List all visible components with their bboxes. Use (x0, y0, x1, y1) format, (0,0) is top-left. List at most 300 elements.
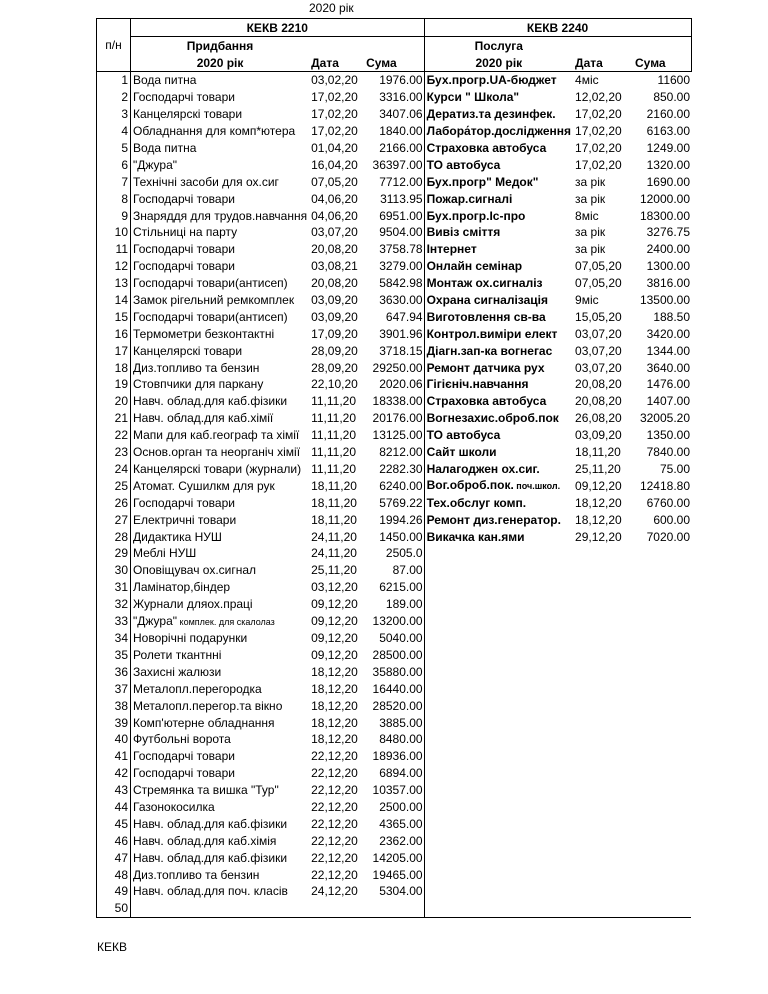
row-number: 23 (97, 444, 131, 461)
item-sum: 3758.78 (364, 241, 424, 258)
item-sum: 36397.00 (364, 156, 424, 173)
table-row (97, 241, 692, 258)
item-name (131, 106, 310, 123)
header-service-year: 2020 рік (424, 54, 573, 72)
service-date: 18,11,20 (575, 445, 621, 460)
item-sum: 3718.15 (364, 342, 424, 359)
service-sum: 600.00 (653, 512, 691, 527)
service-date (573, 562, 633, 579)
item-name (131, 292, 310, 309)
header-num-label: п/н (97, 37, 131, 55)
item-name (131, 883, 310, 900)
item-date: 20,08,20 (311, 242, 358, 257)
service-sum (633, 663, 691, 680)
row-number: 18 (97, 359, 131, 376)
service-name (424, 207, 573, 224)
item-sum: 13200.00 (364, 613, 424, 630)
service-date (573, 596, 633, 613)
service-name-text: Тех.обслуг комп. (426, 495, 527, 510)
table-row (97, 596, 692, 613)
item-name (131, 460, 310, 477)
table-row (97, 613, 692, 630)
item-name (131, 89, 310, 106)
table-row (97, 748, 692, 765)
service-sum: 32005.20 (639, 411, 691, 426)
service-name (424, 410, 573, 427)
row-number: 11 (97, 241, 131, 258)
service-date (573, 647, 633, 664)
item-sum: 647.94 (364, 308, 424, 325)
service-name-text: Викачка кан.ями (426, 529, 525, 544)
service-sum: 1690.00 (646, 174, 691, 189)
service-sum: 3640.00 (646, 360, 691, 375)
service-sum: 1300.00 (646, 259, 691, 274)
service-name (424, 156, 573, 173)
service-name (424, 697, 573, 714)
table-row (97, 258, 692, 275)
service-date: 4міс (575, 73, 599, 88)
table-row (97, 562, 692, 579)
item-date: 03,12,20 (311, 580, 358, 595)
item-name (131, 799, 310, 816)
item-name (131, 511, 310, 528)
item-date: 03,09,20 (311, 293, 358, 308)
item-name-text: Знаряддя для трудов.навчання (133, 208, 308, 223)
item-name-text: Меблі НУШ (133, 546, 197, 561)
service-name (424, 123, 573, 140)
service-name-text: Вог.оброб.пок. (426, 478, 514, 493)
service-name (424, 342, 573, 359)
item-name (131, 647, 310, 664)
row-number: 33 (97, 613, 131, 630)
item-name-text: Канцелярскі товари (журнали) (133, 461, 302, 476)
item-name (131, 613, 310, 630)
service-date (573, 697, 633, 714)
row-number: 10 (97, 224, 131, 241)
service-name-note: поч.школ. (513, 481, 561, 492)
item-sum: 13125.00 (364, 427, 424, 444)
row-number: 20 (97, 393, 131, 410)
service-date: 03,07,20 (575, 360, 622, 375)
table-row (97, 731, 692, 748)
service-name (424, 900, 573, 917)
service-name (424, 782, 573, 799)
item-date: 04,06,20 (311, 191, 358, 206)
item-sum: 2505.0 (364, 545, 424, 562)
row-number: 24 (97, 460, 131, 477)
service-name (424, 613, 573, 630)
service-name-text: Ремонт датчика рух (426, 360, 545, 375)
item-date: 18,12,20 (311, 698, 358, 713)
service-sum: 1407.00 (646, 394, 691, 409)
item-date: 22,12,20 (311, 850, 358, 865)
table-row (97, 173, 692, 190)
service-date: 17,02,20 (575, 141, 622, 155)
service-name (424, 815, 573, 832)
table-row (97, 393, 692, 410)
item-sum: 6240.00 (364, 477, 424, 494)
item-name-text: Диз.топливо та бензин (133, 360, 260, 375)
service-sum (633, 596, 691, 613)
item-date: 28,09,20 (311, 343, 358, 358)
service-name (424, 545, 573, 562)
service-sum (633, 630, 691, 647)
table-row (97, 207, 692, 224)
item-name-text: Новорічні подарунки (133, 631, 248, 646)
item-name-text: Диз.топливо та бензин (133, 867, 260, 882)
item-sum: 16440.00 (364, 680, 424, 697)
item-date: 18,11,20 (311, 512, 357, 527)
service-name-text: Курси " Школа" (426, 90, 520, 105)
service-sum (633, 815, 691, 832)
service-sum: 1476.00 (646, 377, 691, 392)
service-sum (633, 680, 691, 697)
service-sum: 6163.00 (646, 124, 691, 139)
service-date (573, 849, 633, 866)
service-sum: 850.00 (653, 90, 691, 105)
table-row (97, 545, 692, 562)
table-row (97, 359, 692, 376)
service-date (573, 866, 633, 883)
item-name (131, 663, 310, 680)
service-date: 8міс (575, 208, 599, 223)
table-row (97, 325, 692, 342)
service-date: 03,07,20 (575, 343, 622, 358)
item-date: 18,11,20 (311, 478, 357, 493)
service-date: 12,02,20 (575, 90, 622, 105)
item-date: 25,11,20 (311, 563, 357, 578)
item-date: 17,02,20 (311, 90, 358, 105)
table-row (97, 190, 692, 207)
item-sum: 3316.00 (364, 89, 424, 106)
item-name-text: Господарчі товари (133, 495, 235, 510)
service-name-text: Дератиз.та дезинфек. (426, 107, 556, 122)
service-sum: 1249.00 (646, 141, 691, 155)
item-name (131, 72, 310, 89)
service-sum: 7840.00 (646, 445, 691, 460)
footer-note: КЕКВ (97, 940, 127, 954)
service-name (424, 528, 573, 545)
service-sum (633, 647, 691, 664)
item-name-text: Мапи для каб.географ та хімії (133, 428, 300, 443)
table-row (97, 308, 692, 325)
item-name-text: Електричні товари (133, 512, 237, 527)
service-name-text: Лабора́тор.дослідження (426, 124, 572, 139)
item-name (131, 393, 310, 410)
item-sum: 2500.00 (364, 799, 424, 816)
item-date: 22,12,20 (311, 816, 358, 831)
item-sum: 18936.00 (364, 748, 424, 765)
item-date: 03,09,20 (311, 309, 358, 324)
item-name (131, 815, 310, 832)
item-date: 17,02,20 (311, 107, 358, 122)
item-sum: 29250.00 (364, 359, 424, 376)
row-number: 15 (97, 308, 131, 325)
item-sum: 28500.00 (364, 647, 424, 664)
item-name (131, 207, 310, 224)
service-date (573, 630, 633, 647)
item-date: 18,12,20 (311, 715, 358, 730)
service-date (573, 765, 633, 782)
item-sum: 3901.96 (364, 325, 424, 342)
service-name-text: Сайт школи (426, 445, 497, 460)
item-sum: 87.00 (364, 562, 424, 579)
service-name-text: Діагн.зап-ка вогнегас (426, 343, 553, 358)
table-row (97, 444, 692, 461)
service-date (573, 883, 633, 900)
service-name (424, 460, 573, 477)
item-sum: 19465.00 (364, 866, 424, 883)
service-date (573, 613, 633, 630)
row-number: 22 (97, 427, 131, 444)
page-title: 2020 рік (309, 1, 354, 15)
item-name (131, 359, 310, 376)
service-date (573, 799, 633, 816)
row-number: 19 (97, 376, 131, 393)
item-name (131, 123, 310, 140)
service-name (424, 325, 573, 342)
item-date: 11,11,20 (311, 461, 357, 476)
item-name-text: "Джура" (133, 613, 178, 628)
service-sum: 2160.00 (646, 107, 691, 122)
service-date (573, 663, 633, 680)
item-sum: 2282.30 (364, 460, 424, 477)
item-sum: 1976.00 (364, 72, 424, 89)
item-name (131, 562, 310, 579)
row-number: 21 (97, 410, 131, 427)
service-date (573, 832, 633, 849)
item-sum (364, 900, 424, 917)
service-sum (633, 799, 691, 816)
service-date: за рік (575, 242, 606, 257)
table-row (97, 376, 692, 393)
item-sum: 5769.22 (364, 494, 424, 511)
table-row (97, 72, 692, 89)
item-date: 07,05,20 (311, 174, 358, 189)
service-name (424, 89, 573, 106)
item-name-text: Вода питна (133, 73, 197, 88)
header-service: Послуга (424, 37, 573, 55)
table-row (97, 494, 692, 511)
service-sum (633, 832, 691, 849)
row-number: 14 (97, 292, 131, 309)
item-name (131, 680, 310, 697)
row-number: 42 (97, 765, 131, 782)
item-name-text: Навч. облад.для каб.фізики (133, 394, 288, 409)
service-date (573, 782, 633, 799)
service-name (424, 596, 573, 613)
item-sum: 3630.00 (364, 292, 424, 309)
table-row (97, 714, 692, 731)
service-date: за рік (575, 174, 606, 189)
service-name (424, 359, 573, 376)
item-name-text: Ламінатор,біндер (133, 580, 231, 595)
table-row (97, 900, 692, 917)
service-name-text: Інтернет (426, 242, 477, 257)
item-name-text: Ролети ткантнні (133, 647, 222, 662)
table-row (97, 630, 692, 647)
item-name (131, 241, 310, 258)
service-date: за рік (575, 225, 606, 240)
table-row (97, 140, 692, 157)
row-number: 44 (97, 799, 131, 816)
service-date (573, 579, 633, 596)
table-row (97, 849, 692, 866)
row-number: 1 (97, 72, 131, 89)
item-sum: 14205.00 (364, 849, 424, 866)
item-name (131, 173, 310, 190)
item-name-text: Дидактика НУШ (133, 529, 222, 544)
item-name (131, 410, 310, 427)
item-date: 18,11,20 (311, 495, 357, 510)
service-date (573, 815, 633, 832)
service-name (424, 630, 573, 647)
row-number: 16 (97, 325, 131, 342)
item-name-text: Господарчі товари (133, 191, 235, 206)
table-row (97, 123, 692, 140)
row-number: 5 (97, 140, 131, 157)
item-name (131, 714, 310, 731)
header-purchase-year: 2020 рік (131, 54, 310, 72)
table-row (97, 427, 692, 444)
service-date (573, 900, 633, 917)
item-date: 09,12,20 (311, 647, 358, 662)
item-sum: 9504.00 (364, 224, 424, 241)
item-date: 24,12,20 (311, 884, 358, 899)
item-name (131, 832, 310, 849)
service-sum (633, 849, 691, 866)
item-date: 28,09,20 (311, 360, 358, 375)
item-date: 18,12,20 (311, 664, 358, 679)
service-date: 03,07,20 (575, 326, 622, 341)
header-kekv-2240: КЕКВ 2240 (424, 19, 691, 37)
row-number: 30 (97, 562, 131, 579)
service-sum (633, 866, 691, 883)
service-date: 15,05,20 (575, 309, 622, 324)
service-name (424, 579, 573, 596)
item-name (131, 427, 310, 444)
item-sum: 7712.00 (364, 173, 424, 190)
service-date: 03,09,20 (575, 428, 622, 443)
item-name (131, 630, 310, 647)
item-name-text: Металопл.перегор.та вікно (133, 698, 283, 713)
item-date: 09,12,20 (311, 597, 358, 612)
header-service-sum: Сума (633, 54, 691, 72)
service-date: 18,12,20 (575, 512, 622, 527)
row-number: 48 (97, 866, 131, 883)
table-row (97, 528, 692, 545)
item-name (131, 528, 310, 545)
service-name (424, 292, 573, 309)
header-service-date: Дата (573, 54, 633, 72)
item-date: 11,11,20 (311, 394, 357, 409)
item-date: 22,12,20 (311, 766, 358, 781)
table-row (97, 511, 692, 528)
service-name-text: Бух.прогр.Іс-про (426, 208, 526, 223)
service-sum: 1320.00 (646, 157, 691, 172)
row-number: 17 (97, 342, 131, 359)
item-sum: 5040.00 (364, 630, 424, 647)
service-name-text: Охрана сигналізація (426, 293, 548, 308)
service-sum: 1344.00 (646, 343, 691, 358)
service-sum (633, 731, 691, 748)
service-sum (633, 714, 691, 731)
header-date: Дата (309, 54, 364, 72)
item-name (131, 444, 310, 461)
row-number: 27 (97, 511, 131, 528)
item-date: 22,12,20 (311, 783, 358, 798)
item-name (131, 477, 310, 494)
service-name (424, 748, 573, 765)
service-date: 20,08,20 (575, 394, 622, 409)
service-date: 17,02,20 (575, 107, 622, 122)
service-date: 20,08,20 (575, 377, 622, 392)
table-row (97, 647, 692, 664)
item-name (131, 596, 310, 613)
item-sum: 20176.00 (364, 410, 424, 427)
service-sum (633, 562, 691, 579)
service-date: 17,02,20 (575, 124, 622, 139)
service-name-text: Вогнезахис.оброб.пок (426, 411, 559, 426)
service-name (424, 393, 573, 410)
service-date: 26,08,20 (575, 411, 622, 426)
item-name (131, 325, 310, 342)
item-name-text: Господарчі товари (133, 766, 235, 781)
service-name-text: Онлайн семінар (426, 259, 523, 274)
service-sum: 2400.00 (646, 242, 691, 257)
item-date: 11,11,20 (311, 411, 357, 426)
item-name (131, 900, 310, 917)
item-name-text: Футбольні ворота (133, 732, 231, 747)
item-sum: 8212.00 (364, 444, 424, 461)
table-row (97, 799, 692, 816)
row-number: 7 (97, 173, 131, 190)
service-name (424, 832, 573, 849)
table-row (97, 156, 692, 173)
item-name-text: Газонокосилка (133, 799, 215, 814)
row-number: 9 (97, 207, 131, 224)
item-name (131, 748, 310, 765)
item-sum: 6894.00 (364, 765, 424, 782)
item-date: 11,11,20 (311, 445, 357, 460)
service-name-text: Монтаж ох.сигналіз (426, 276, 543, 291)
item-name-text: Господарчі товари (133, 90, 235, 105)
item-name-text: Стовпчики для паркану (133, 377, 264, 392)
item-sum: 2362.00 (364, 832, 424, 849)
service-name (424, 258, 573, 275)
service-name-text: ТО автобуса (426, 428, 501, 443)
item-name-text: Канцелярскі товари (133, 343, 243, 358)
service-name (424, 799, 573, 816)
item-date: 03,02,20 (311, 73, 358, 88)
item-date: 17,09,20 (311, 326, 358, 341)
table-row (97, 477, 692, 494)
item-date: 09,12,20 (311, 614, 358, 629)
table-row (97, 815, 692, 832)
item-sum: 8480.00 (364, 731, 424, 748)
service-date: за рік (575, 191, 606, 206)
service-name (424, 308, 573, 325)
table-row (97, 579, 692, 596)
service-sum: 3420.00 (646, 326, 691, 341)
item-sum: 3885.00 (364, 714, 424, 731)
service-date: 17,02,20 (575, 157, 622, 172)
row-number: 34 (97, 630, 131, 647)
row-number: 49 (97, 883, 131, 900)
service-name (424, 444, 573, 461)
item-sum: 6951.00 (364, 207, 424, 224)
service-name (424, 72, 573, 89)
